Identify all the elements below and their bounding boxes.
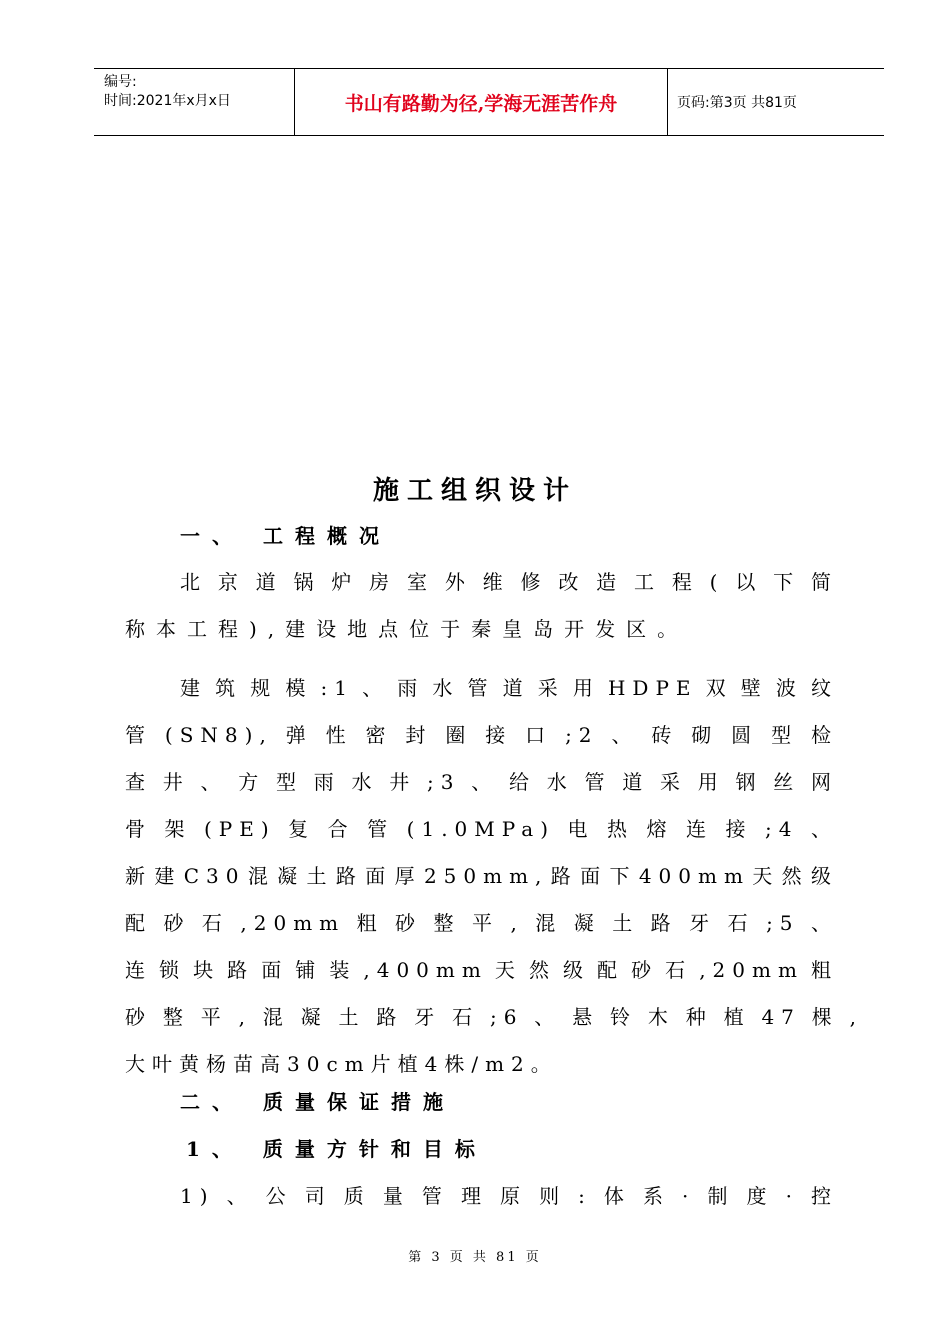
paragraph-line: 1)、公司质量管理原则:体系·制度·控 — [180, 1184, 838, 1208]
document-title: 施工组织设计 — [372, 476, 577, 506]
document-number-label: 编号: — [104, 74, 137, 90]
paragraph-line: 骨架(PE)复合管(1.0MPa)电热熔连接;4、 — [125, 817, 838, 841]
section-heading-overview: 一、 工程概况 — [180, 524, 391, 548]
paragraph-line: 连锁块路面铺装,400mm天然级配砂石,20mm粗 — [125, 958, 838, 982]
paragraph-line: 配砂石,20mm粗砂整平,混凝土路牙石;5、 — [125, 911, 838, 935]
page-footer: 第 3 页 共 81 页 — [408, 1250, 542, 1265]
paragraph-line: 称本工程),建设地点位于秦皇岛开发区。 — [125, 617, 689, 641]
document-time-label: 时间:2021年x月x日 — [104, 93, 231, 109]
header-meta — [94, 69, 295, 135]
paragraph-line: 北京道锅炉房室外维修改造工程(以下简 — [180, 570, 838, 594]
paragraph-line: 大叶黄杨苗高30cm片植4株/m2。 — [125, 1052, 558, 1076]
subsection-heading-policy: 1、 质量方针和目标 — [186, 1137, 487, 1161]
section-heading-quality: 二、 质量保证措施 — [180, 1090, 455, 1114]
paragraph-line: 砂整平,混凝土路牙石;6、悬铃木种植47棵, — [125, 1005, 863, 1029]
paragraph-line: 查井、方型雨水井;3、给水管道采用钢丝网 — [125, 770, 838, 794]
paragraph-line: 建筑规模:1、雨水管道采用HDPE双壁波纹 — [180, 676, 838, 700]
header-page-info: 页码:第3页 共81页 — [677, 95, 797, 111]
paragraph-line: 新建C30混凝土路面厚250mm,路面下400mm天然级 — [125, 864, 838, 888]
page-header — [94, 68, 884, 136]
header-motto: 书山有路勤为径,学海无涯苦作舟 — [295, 69, 668, 135]
paragraph-line: 管(SN8),弹性密封圈接口;2、砖砌圆型检 — [125, 723, 838, 747]
